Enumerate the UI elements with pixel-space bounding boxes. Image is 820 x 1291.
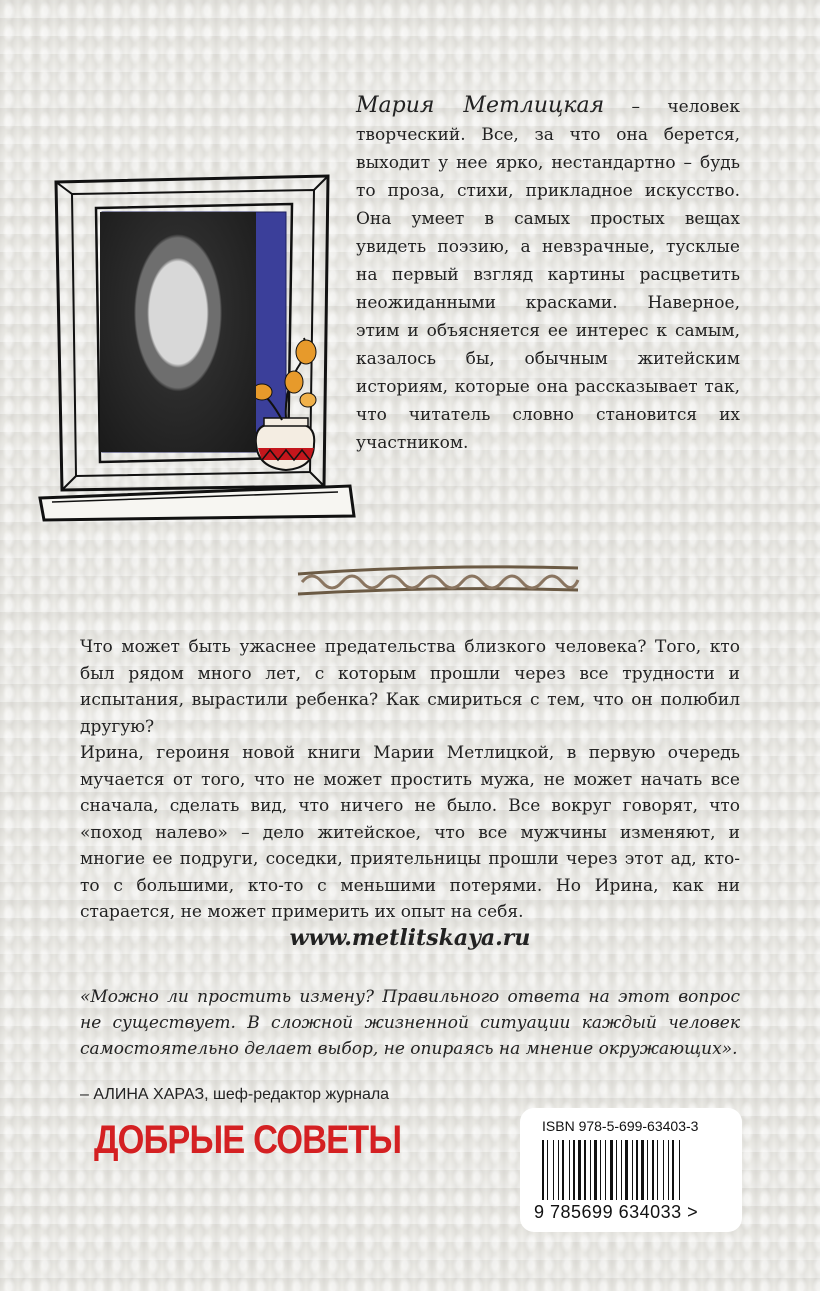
knit-divider-ornament [292, 560, 584, 604]
book-summary [80, 634, 740, 926]
summary-paragraph: Ирина, героиня новой книги Марии Метлицкой, в первую очередь мучается от того, что не может простить мужа, не может начать все сначала, сделать вид, что ничего не было. Все вокруг говорят, что «поход налево» – дело житейское, что все мужчины изменяют, и многие ее подруги, соседки, приятельницы прошли через этот ад, кто-то с большими, кто-то с меньшими потерями. Но Ирина, как ни старается, не может примерить их опыт на себя. [80, 743, 740, 922]
bio-text: – человек творческий. Все, за что она берется, выходит у нее ярко, нестандартно – будь то проза, стихи, прикладное искусство. Она умеет в самых простых вещах увидеть поэзию, а невзрачные, тусклые на первый взгляд картины расцветить неожиданными красками. Наверное, этим и объясняется ее интерес к самым, казалось бы, обычным житейским историям, которые она рассказывает так, что читатель словно становится их участником. [356, 97, 740, 453]
magazine-logo: ДОБРЫЕ СОВЕТЫ [94, 1118, 402, 1162]
barcode-icon [540, 1140, 728, 1200]
barcode-panel [520, 1108, 742, 1232]
barcode-digits: 9 785699 634033 > [534, 1202, 699, 1222]
isbn-label: ISBN 978-5-699-63403-3 [542, 1118, 699, 1134]
author-name: Мария Метлицкая [356, 93, 605, 118]
author-bio [356, 92, 740, 457]
quote-attribution: – АЛИНА ХАРАЗ, шеф-редактор журнала [80, 1086, 390, 1103]
review-quote: «Можно ли простить измену? Правильного ответа на этот вопрос не существует. В сложной жизненной ситуации каждый человек самостоятельно делает выбор, не опираясь на мнение окружающих». [80, 987, 740, 1059]
summary-paragraph: Что может быть ужаснее предательства близкого человека? Того, кто был рядом много лет, с которым прошли через все трудности и испытания, вырастили ребенка? Как смириться с тем, что он полюбил другую? [80, 637, 740, 737]
author-website: www.metlitskaya.ru [289, 925, 531, 951]
author-portrait [100, 212, 256, 452]
